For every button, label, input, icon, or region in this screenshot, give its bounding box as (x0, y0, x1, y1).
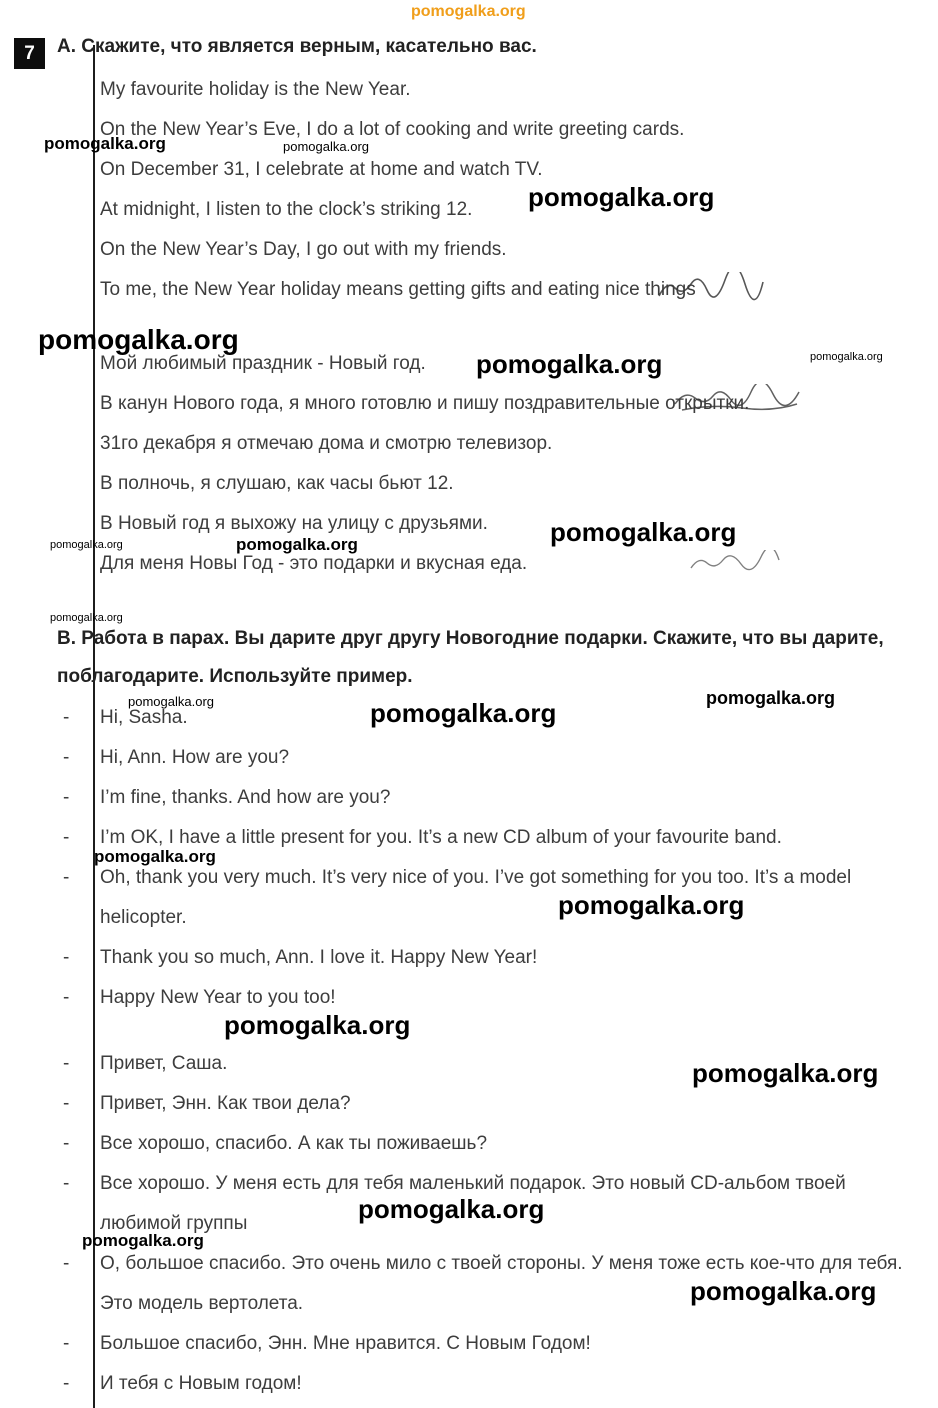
dialogue-text: Все хорошо, спасибо. А как ты поживаешь? (100, 1133, 488, 1154)
section-b-title: В. Работа в парах. Вы дарите друг другу Новогодние подарки. Скажите, что вы дарите, поблагодарите. Используйте пример. (57, 628, 884, 687)
dialogue-line (57, 938, 920, 978)
dialogue-text: Hi, Ann. How are you? (100, 747, 290, 768)
dialogue-text: Большое спасибо, Энн. Мне нравится. С Новым Годом! (100, 1333, 591, 1354)
watermark: pomogalka.org (558, 890, 745, 920)
russian-sentence: В канун Нового года, я много готовлю и пишу поздравительные открытки. (100, 393, 750, 414)
dialogue-text: И тебя с Новым годом! (100, 1373, 302, 1394)
watermark: pomogalka.org (411, 3, 526, 20)
dialogue-line (57, 1364, 920, 1404)
pen-scribble (688, 550, 783, 576)
watermark: pomogalka.org (358, 1194, 545, 1224)
watermark: pomogalka.org (550, 517, 737, 547)
watermark: pomogalka.org (94, 847, 216, 866)
english-sentence: On the New Year’s Eve, I do a lot of cooking and write greeting cards. (100, 119, 685, 140)
russian-sentence: В полночь, я слушаю, как часы бьют 12. (100, 473, 454, 494)
dialogue-text: Hi, Sasha. (100, 707, 188, 728)
english-sentence: My favourite holiday is the New Year. (100, 79, 411, 100)
watermark: pomogalka.org (476, 349, 663, 379)
russian-sentence: В Новый год я выхожу на улицу с друзьями. (100, 513, 488, 534)
dash-marker: - (63, 947, 70, 968)
dash-marker: - (63, 707, 70, 728)
watermark: pomogalka.org (690, 1276, 877, 1306)
english-sentence: To me, the New Year holiday means getting gifts and eating nice things (100, 279, 696, 300)
dash-marker: - (63, 1053, 70, 1074)
dialogue-line (57, 1164, 920, 1244)
dialogue-text: Oh, thank you very much. It’s very nice of you. I’ve got something for you too. It’s a model helicopter. (100, 867, 852, 928)
dash-marker: - (63, 1133, 70, 1154)
dash-marker: - (63, 1093, 70, 1114)
dialogue-line (57, 818, 920, 858)
watermark: pomogalka.org (50, 539, 123, 551)
dash-marker: - (63, 987, 70, 1008)
watermark: pomogalka.org (283, 139, 369, 154)
dash-marker: - (63, 787, 70, 808)
dialogue-line (57, 1324, 920, 1364)
dash-marker: - (63, 867, 70, 888)
watermark: pomogalka.org (224, 1010, 411, 1040)
dash-marker: - (63, 1173, 70, 1194)
dialogue-line (57, 1044, 920, 1084)
russian-sentence: 31го декабря я отмечаю дома и смотрю телевизор. (100, 433, 553, 454)
english-sentence: At midnight, I listen to the clock’s striking 12. (100, 199, 473, 220)
dialogue-line (57, 1084, 920, 1124)
watermark: pomogalka.org (128, 694, 214, 709)
watermark: pomogalka.org (236, 535, 358, 554)
watermark: pomogalka.org (38, 324, 239, 355)
dash-marker: - (63, 747, 70, 768)
watermark: pomogalka.org (370, 698, 557, 728)
dialogue-text: Thank you so much, Ann. I love it. Happy New Year! (100, 947, 538, 968)
dialogue-russian (57, 1044, 920, 1404)
russian-sentence: Для меня Новы Год - это подарки и вкусная еда. (100, 553, 528, 574)
exercise-number-badge (14, 38, 45, 69)
dash-marker: - (63, 827, 70, 848)
english-sentence: On the New Year’s Day, I go out with my friends. (100, 239, 507, 260)
dialogue-english (57, 698, 920, 1018)
dialogue-line (57, 858, 920, 938)
dialogue-line (57, 698, 920, 738)
watermark: pomogalka.org (810, 351, 883, 363)
section-a-title: А. Скажите, что является верным, касательно вас. (57, 36, 537, 57)
section-a-english (100, 70, 920, 310)
pen-scribble (655, 272, 770, 304)
section-a-russian (100, 344, 920, 584)
dash-marker: - (63, 1373, 70, 1394)
watermark: pomogalka.org (82, 1231, 204, 1250)
watermark: pomogalka.org (50, 612, 123, 624)
dash-marker: - (63, 1253, 70, 1274)
dialogue-text: Все хорошо. У меня есть для тебя маленький подарок. Это новый CD-альбом твоей любимой группы (100, 1173, 846, 1234)
english-sentence: On December 31, I celebrate at home and watch TV. (100, 159, 543, 180)
dash-marker: - (63, 1333, 70, 1354)
watermark: pomogalka.org (44, 134, 166, 153)
dialogue-text: Привет, Энн. Как твои дела? (100, 1093, 351, 1114)
dialogue-line (57, 978, 920, 1018)
exercise-number: 7 (24, 42, 35, 64)
dialogue-text: I’m fine, thanks. And how are you? (100, 787, 391, 808)
pen-scribble (672, 384, 807, 416)
watermark: pomogalka.org (692, 1058, 879, 1088)
dialogue-text: Привет, Саша. (100, 1053, 228, 1074)
dialogue-text: Happy New Year to you too! (100, 987, 336, 1008)
russian-sentence: Мой любимый праздник - Новый год. (100, 353, 426, 374)
dialogue-line (57, 778, 920, 818)
watermark: pomogalka.org (706, 688, 836, 708)
dialogue-line (57, 1244, 920, 1324)
watermark: pomogalka.org (528, 182, 715, 212)
dialogue-line (57, 738, 920, 778)
dialogue-text: О, большое спасибо. Это очень мило с твоей стороны. У меня тоже есть кое-что для тебя. Это модель вертолета. (100, 1253, 903, 1314)
dialogue-text: I’m OK, I have a little present for you. It’s a new CD album of your favourite band. (100, 827, 782, 848)
dialogue-line (57, 1124, 920, 1164)
